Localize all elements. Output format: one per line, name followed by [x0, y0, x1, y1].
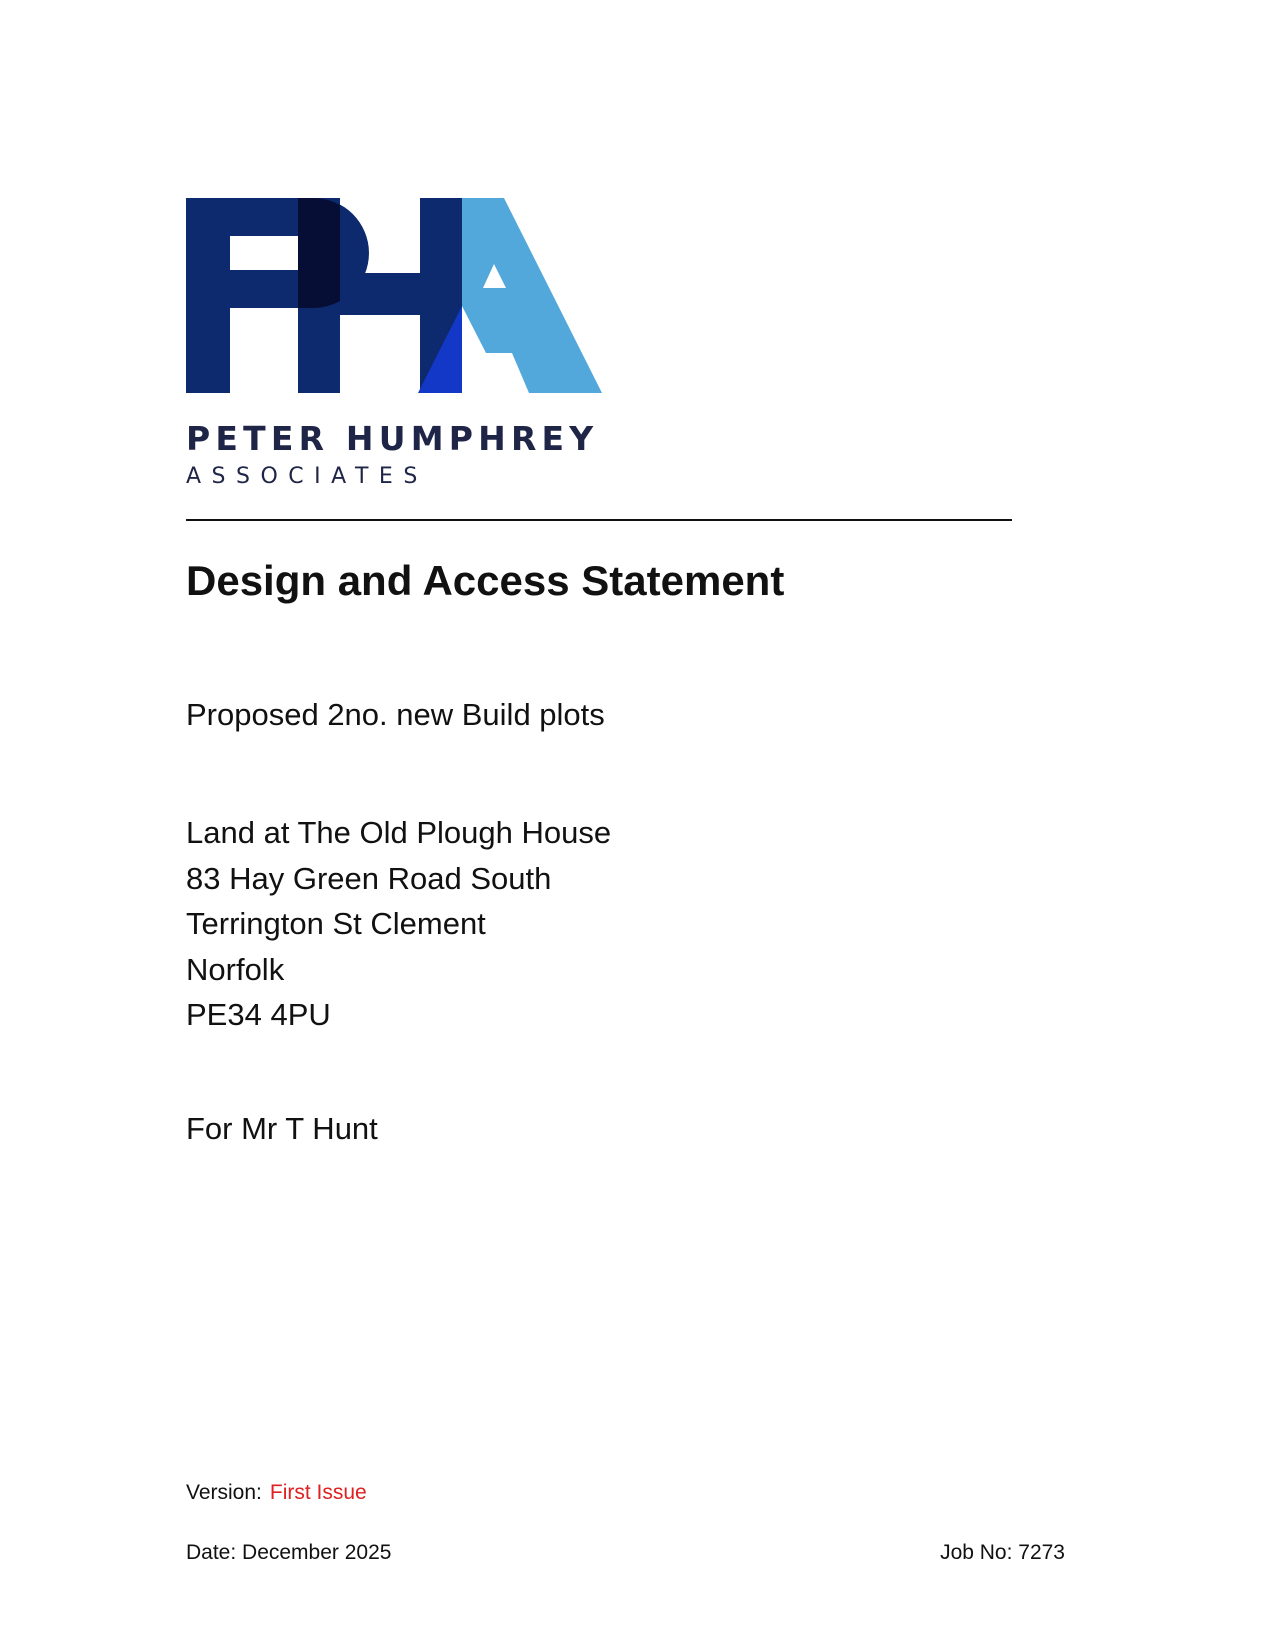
address-line: Norfolk — [186, 951, 285, 987]
version-line — [186, 1480, 367, 1505]
version-value: First Issue — [269, 1481, 367, 1504]
proposal-description: Proposed 2no. new Build plots — [186, 697, 605, 732]
address-line: 83 Hay Green Road South — [186, 860, 552, 896]
client-name: For Mr T Hunt — [186, 1111, 378, 1146]
address-line: PE34 4PU — [186, 997, 331, 1032]
pha-logo-graphic — [186, 198, 606, 398]
company-name: PETER HUMPHREY — [186, 419, 599, 458]
address-line: Land at The Old Plough House — [186, 815, 612, 850]
company-subname: ASSOCIATES — [186, 464, 428, 489]
job-number: Job No: 7273 — [940, 1541, 1065, 1564]
site-address — [186, 810, 611, 1038]
document-title: Design and Access Statement — [186, 557, 785, 604]
pha-logo-mark — [186, 198, 606, 398]
divider-line — [186, 519, 1012, 521]
address-line: Terrington St Clement — [186, 906, 486, 941]
version-label: Version: — [186, 1481, 262, 1504]
document-date: Date: December 2025 — [186, 1541, 392, 1564]
